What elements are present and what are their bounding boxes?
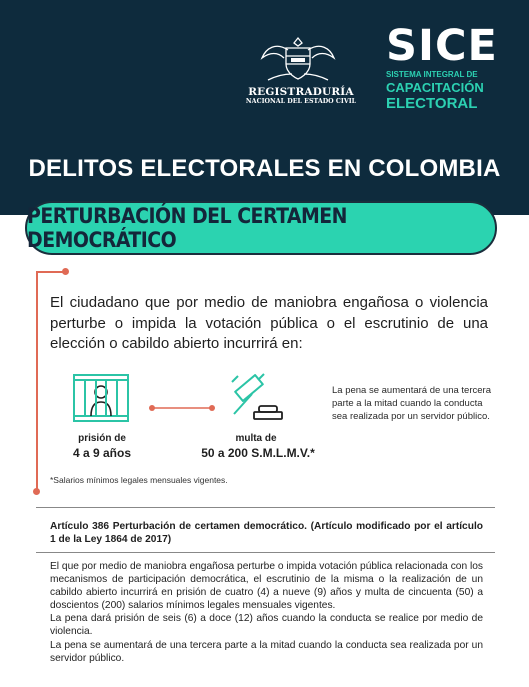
sice-logo-line3: ELECTORAL [386, 95, 478, 112]
sice-logo-line1: SISTEMA INTEGRAL DE [386, 70, 478, 79]
sice-logo-line2: CAPACITACIÓN [386, 80, 484, 95]
intro-text: El ciudadano que por medio de maniobra engañosa o violencia perturbe o impida la votación pública o el escrutinio de una elección o cabildo abierto incurrirá en: [50, 294, 488, 352]
frame-accent-left [36, 271, 38, 491]
logo-name: REGISTRADURÍA [248, 86, 354, 98]
coat-of-arms-icon [258, 34, 338, 84]
article-paragraph: La pena se aumentará de una tercera parte a la mitad cuando la conducta sea realizada por un servidor público. [50, 639, 483, 664]
frame-accent-dot [62, 268, 69, 275]
fine-value: 50 a 200 S.M.L.M.V.* [201, 446, 315, 460]
prison-value: 4 a 9 años [72, 446, 132, 460]
divider-top [36, 507, 495, 508]
gavel-icon [226, 372, 286, 424]
prison-label: prisión de [78, 433, 126, 444]
header-banner [0, 0, 529, 215]
footnote: *Salarios mínimos legales mensuales vigentes. [50, 475, 228, 485]
article-paragraph: La pena dará prisión de seis (6) a doce (12) años cuando la conducta se realice por medio de violencia. [50, 613, 483, 638]
frame-accent-dot-bottom [33, 488, 40, 495]
sice-logo-title: SICE [386, 21, 498, 71]
prison-bars-icon [71, 372, 131, 424]
article-body [50, 560, 483, 665]
article-paragraph: El que por medio de maniobra engañosa perturbe o impida votación pública relacionada con los mecanismos de participación democrática, el escrutinio de la misma o la realización de un cabildo abierto incurrirá en prisión de cuatro (4) a nueve (9) años y multa de cincuenta (50) a doscientos (200) salarios mínimos legales mensuales vigentes. [50, 561, 483, 612]
fine-label: multa de [235, 433, 277, 444]
logo-subtitle: NACIONAL DEL ESTADO CIVIL [245, 98, 357, 105]
aggravation-note: La pena se aumentará de una tercera parte a la mitad cuando la conducta sea realizada por un servidor público. [332, 385, 491, 422]
page-title: DELITOS ELECTORALES EN COLOMBIA [28, 155, 501, 182]
divider-bottom [36, 552, 495, 553]
article-title: Artículo 386 Perturbación de certamen democrático. (Artículo modificado por el artículo 1 de la Ley 1864 de 2017) [50, 521, 483, 545]
penalty-connector [148, 404, 216, 412]
section-subtitle: PERTURBACIÓN DEL CERTAMEN DEMOCRÁTICO [25, 201, 497, 255]
